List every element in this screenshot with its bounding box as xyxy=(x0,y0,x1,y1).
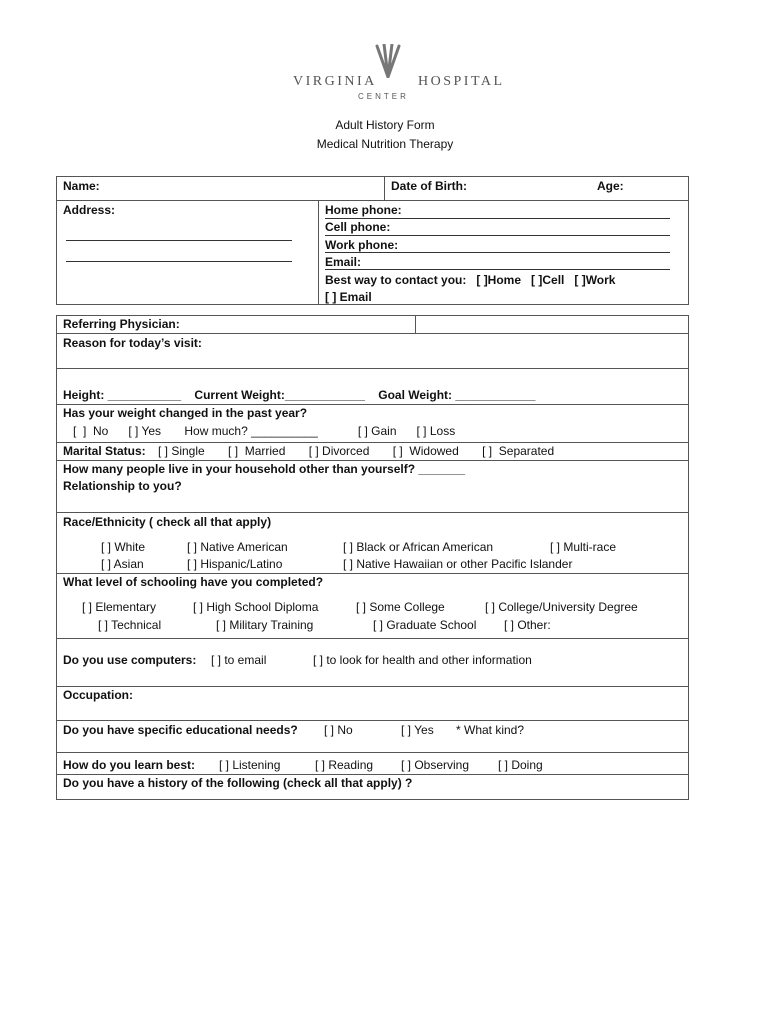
address-label: Address: xyxy=(63,203,116,217)
race-hispanic-option[interactable]: [ ] Hispanic/Latino xyxy=(187,557,283,571)
divider xyxy=(56,720,689,721)
learning-question: How do you learn best: xyxy=(63,758,196,772)
divider xyxy=(415,315,416,333)
race-question: Race/Ethnicity ( check all that apply) xyxy=(63,515,272,529)
occupation-label[interactable]: Occupation: xyxy=(63,688,134,702)
best-contact-options[interactable]: Best way to contact you: [ ]Home [ ]Cell [ ]Work xyxy=(325,273,616,287)
divider xyxy=(56,368,689,369)
marital-status-options[interactable]: [ ] Single [ ] Married [ ] Divorced [ ] Widowed [ ] Separated xyxy=(158,444,555,458)
school-graduate-option[interactable]: [ ] Graduate School xyxy=(373,618,477,632)
email-field[interactable] xyxy=(325,269,670,270)
relationship-question[interactable]: Relationship to you? xyxy=(63,479,182,493)
educational-needs-no-option[interactable]: [ ] No xyxy=(324,723,353,737)
educational-needs-question: Do you have specific educational needs? xyxy=(63,723,298,737)
divider xyxy=(56,460,689,461)
address-line-1[interactable] xyxy=(66,240,292,241)
divider xyxy=(56,752,689,753)
learn-reading-option[interactable]: [ ] Reading xyxy=(315,758,374,772)
school-high-school-option[interactable]: [ ] High School Diploma xyxy=(193,600,319,614)
household-question[interactable]: How many people live in your household other than yourself? _______ xyxy=(63,462,466,476)
history-question: Do you have a history of the following (check all that apply) ? xyxy=(63,776,413,790)
divider xyxy=(56,512,689,513)
marital-status-label: Marital Status: xyxy=(63,444,146,458)
address-line-2[interactable] xyxy=(66,261,292,262)
school-technical-option[interactable]: [ ] Technical xyxy=(98,618,162,632)
educational-needs-yes-option[interactable]: [ ] Yes xyxy=(401,723,434,737)
home-phone-field[interactable] xyxy=(325,218,670,219)
race-asian-option[interactable]: [ ] Asian xyxy=(101,557,144,571)
race-multi-option[interactable]: [ ] Multi-race xyxy=(550,540,617,554)
hospital-logo-icon xyxy=(360,44,416,78)
height-weight-row[interactable]: Height: ___________ Current Weight:____________ Goal Weight: ____________ xyxy=(63,388,536,402)
email-label: Email: xyxy=(325,255,362,269)
race-hawaiian-option[interactable]: [ ] Native Hawaiian or other Pacific Islander xyxy=(343,557,573,571)
computers-health-option[interactable]: [ ] to look for health and other information xyxy=(313,653,532,667)
divider xyxy=(56,404,689,405)
work-phone-field[interactable] xyxy=(325,252,670,253)
divider xyxy=(56,573,689,574)
logo-left-word: VIRGINIA xyxy=(293,74,377,89)
school-other-option[interactable]: [ ] Other: xyxy=(504,618,551,632)
logo-right-word: HOSPITAL xyxy=(418,74,505,89)
race-black-option[interactable]: [ ] Black or African American xyxy=(343,540,494,554)
divider xyxy=(384,176,385,200)
best-contact-email-option[interactable]: [ ] Email xyxy=(325,290,372,304)
school-some-college-option[interactable]: [ ] Some College xyxy=(356,600,445,614)
home-phone-label: Home phone: xyxy=(325,203,402,217)
race-white-option[interactable]: [ ] White xyxy=(101,540,146,554)
form-subtitle: Medical Nutrition Therapy xyxy=(316,137,454,151)
form-title: Adult History Form xyxy=(335,118,435,132)
learn-doing-option[interactable]: [ ] Doing xyxy=(498,758,543,772)
divider xyxy=(56,774,689,775)
learn-observing-option[interactable]: [ ] Observing xyxy=(401,758,470,772)
school-military-option[interactable]: [ ] Military Training xyxy=(216,618,314,632)
age-label[interactable]: Age: xyxy=(597,179,624,193)
schooling-question: What level of schooling have you completed? xyxy=(63,575,324,589)
computers-question: Do you use computers: xyxy=(63,653,197,667)
school-degree-option[interactable]: [ ] College/University Degree xyxy=(485,600,638,614)
name-label[interactable]: Name: xyxy=(63,179,100,193)
dob-label[interactable]: Date of Birth: xyxy=(391,179,467,193)
logo-sub: CENTER xyxy=(358,92,409,101)
divider xyxy=(56,442,689,443)
referring-physician-label[interactable]: Referring Physician: xyxy=(63,317,180,331)
divider xyxy=(56,333,689,334)
divider xyxy=(56,686,689,687)
divider xyxy=(56,638,689,639)
race-native-american-option[interactable]: [ ] Native American xyxy=(187,540,288,554)
work-phone-label: Work phone: xyxy=(325,238,399,252)
divider xyxy=(318,200,319,305)
school-elementary-option[interactable]: [ ] Elementary xyxy=(82,600,157,614)
educational-needs-kind[interactable]: * What kind? xyxy=(456,723,525,737)
cell-phone-field[interactable] xyxy=(325,235,670,236)
weight-change-options[interactable]: [ ] No [ ] Yes How much? __________ [ ] Gain [ ] Loss xyxy=(73,424,456,438)
weight-change-question: Has your weight changed in the past year? xyxy=(63,406,308,420)
cell-phone-label: Cell phone: xyxy=(325,220,391,234)
learn-listening-option[interactable]: [ ] Listening xyxy=(219,758,281,772)
divider xyxy=(56,200,689,201)
computers-email-option[interactable]: [ ] to email xyxy=(211,653,267,667)
visit-reason-label[interactable]: Reason for today’s visit: xyxy=(63,336,202,350)
